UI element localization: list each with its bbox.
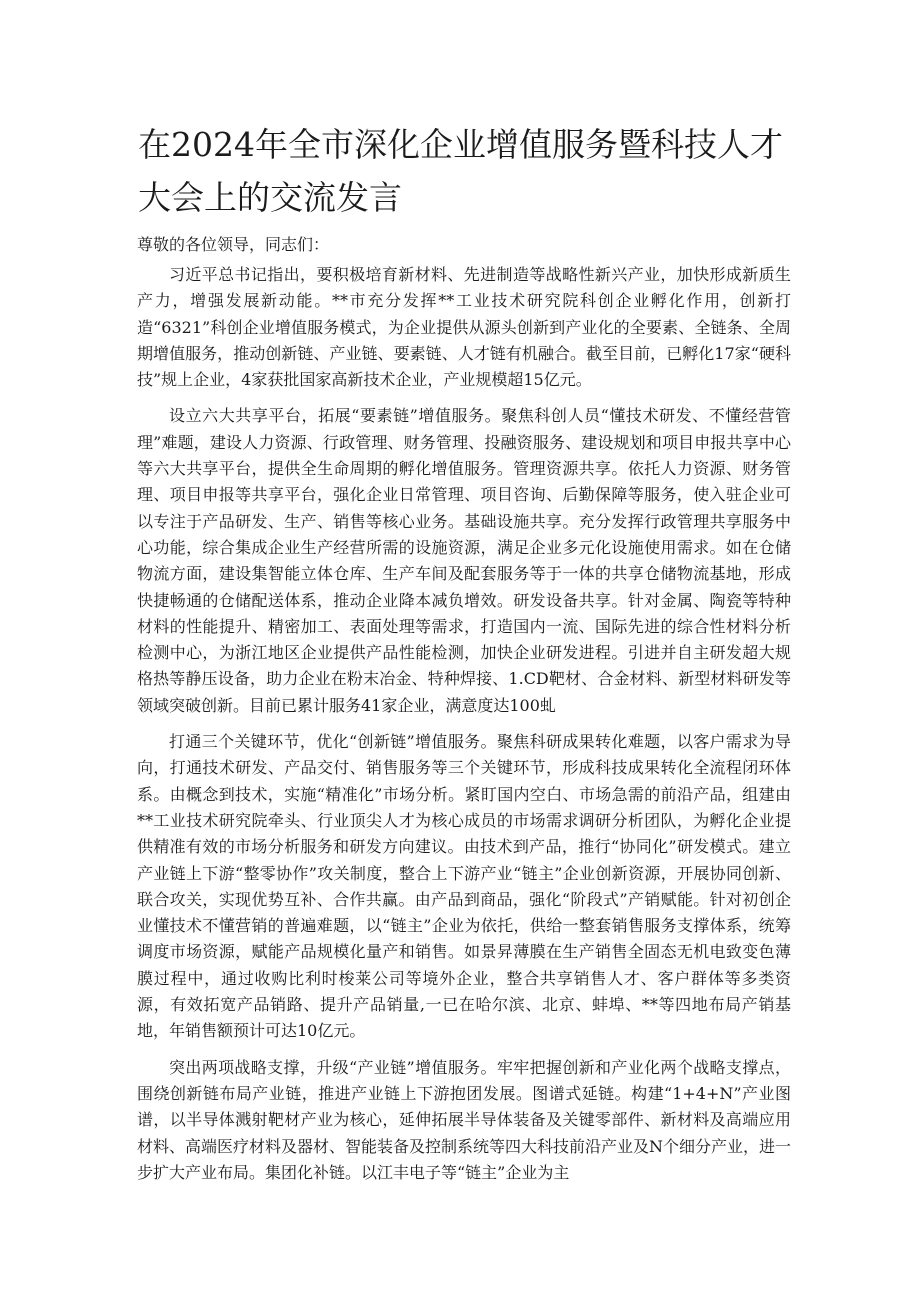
document-title: 在2024年全市深化企业增值服务暨科技人才大会上的交流发言	[138, 125, 783, 217]
salutation: 尊敬的各位领导，同志们：	[137, 235, 330, 254]
paragraph-innovation-chain: 打通三个关键环节，优化“创新链”增值服务。聚焦科研成果转化难题，以客户需求为导向，打通技术研发、产品交付、销售服务等三个关键环节，形成科技成果转化全流程闭环体系。由概念到技术，实施“精准化”市场分析。紧盯国内空白、市场急需的前沿产品，组建由**工业技术研究院牵头、行业顶尖人才为核心成员的市场需求调研分析团队，为孵化企业提供精准有效的市场分析服务和研发方向建议。由技术到产品，推行“协同化”研发模式。建立产业链上下游“整零协作”攻关制度，整合上下游产业“链主”企业创新资源，开展协同创新、联合攻关，实现优势互补、合作共赢。由产品到商品，强化“阶段式”产销赋能。针对初创企业懂技术不懂营销的普遍难题，以“链主”企业为依托，供给一整套销售服务支撑体系，统筹调度市场资源，赋能产品规模化量产和销售。如景昇薄膜在生产销售全固态无机电致变色薄膜过程中，通过收购比利时梭莱公司等境外企业，整合共享销售人才、客户群体等多类资源，有效拓宽产品销路、提升产品销量,一已在哈尔滨、北京、蚌埠、**等四地布局产销基地，年销售额预计可达10亿元。	[137, 732, 791, 1041]
paragraph-industry-chain: 突出两项战略支撑，升级“产业链”增值服务。牢牢把握创新和产业化两个战略支撑点，围绕创新链布局产业链，推进产业链上下游抱团发展。图谱式延链。构建“1+4+N”产业图谱，以半导体溅射靶材产业为核心，延伸拓展半导体装备及关键零部件、新材料及高端应用材料、高端医疗材料及器材、智能装备及控制系统等四大科技前沿产业及N个细分产业，进一步扩大产业布局。集团化补链。以江丰电子等“链主”企业为主	[137, 1057, 792, 1182]
paragraph-intro: 习近平总书记指出，要积极培育新材料、先进制造等战略性新兴产业，加快形成新质生产力，增强发展新动能。**市充分发挥**工业技术研究院科创企业孵化作用，创新打造“6321”科创企业增值服务模式，为企业提供从源头创新到产业化的全要素、全链条、全周期增值服务，推动创新链、产业链、要素链、人才链有机融合。截至目前，已孵化17家“硬科技”规上企业，4家获批国家高新技术企业，产业规模超15亿元。	[137, 265, 791, 390]
paragraph-element-chain: 设立六大共享平台，拓展“要素链”增值服务。聚焦科创人员“懂技术研发、不懂经营管理”难题，建设人力资源、行政管理、财务管理、投融资服务、建设规划和项目申报共享中心等六大共享平台，提供全生命周期的孵化增值服务。管理资源共享。依托人力资源、财务管理、项目申报等共享平台，强化企业日常管理、项目咨询、后勤保障等服务，使入驻企业可以专注于产品研发、生产、销售等核心业务。基础设施共享。充分发挥行政管理共享服务中心功能，综合集成企业生产经营所需的设施资源，满足企业多元化设施使用需求。如在仓储物流方面，建设集智能立体仓库、生产车间及配套服务等于一体的共享仓储物流基地，形成快捷畅通的仓储配送体系，推动企业降本减负增效。研发设备共享。针对金属、陶瓷等特种材料的性能提升、精密加工、表面处理等需求，打造国内一流、国际先进的综合性材料分析检测中心，为浙江地区企业提供产品性能检测，加快企业研发进程。引进并自主研发超大规格热等静压设备，助力企业在粉末冶金、特种焊接、1.CD靶材、合金材料、新型材料研发等领域突破创新。目前已累计服务41家企业，满意度达100虬	[137, 406, 791, 715]
document-body	[137, 262, 791, 1196]
